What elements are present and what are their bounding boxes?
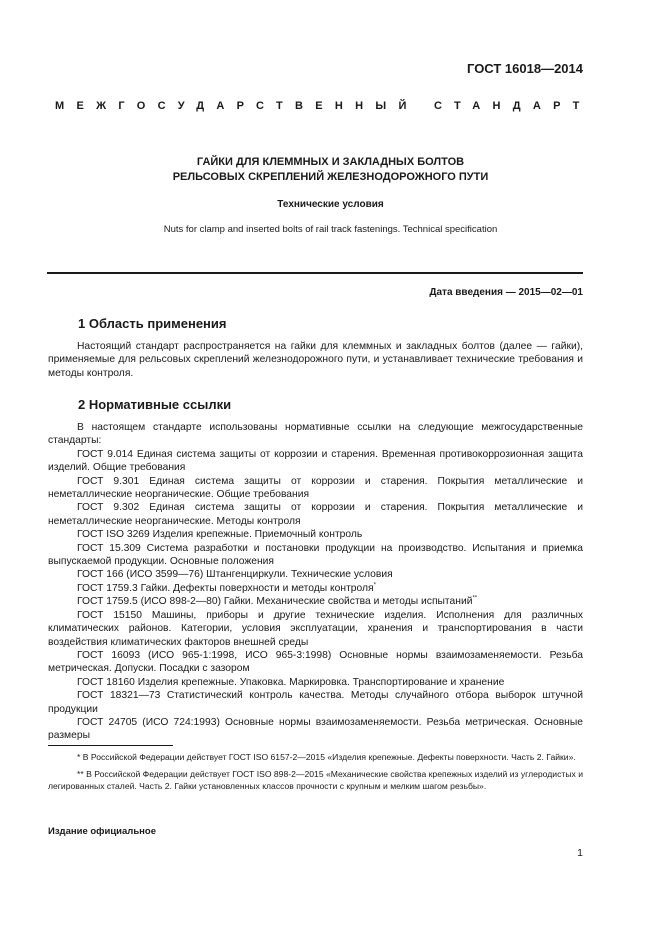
- reference-text: ГОСТ 16093 (ИСО 965-1:1998, ИСО 965-3:1998) Основные нормы взаимозаменяемости. Резьба метрическая. Допуски. Посадки с зазором: [48, 649, 583, 675]
- reference-item: [48, 676, 583, 689]
- reference-text: ГОСТ 15.309 Система разработки и постановки продукции на производство. Испытания и приемка выпускаемой продукции. Основные положения: [48, 542, 583, 568]
- reference-item: [48, 689, 583, 716]
- footnotes: [48, 752, 583, 797]
- normative-references-list: [48, 448, 583, 743]
- standard-number: ГОСТ 16018—2014: [467, 61, 583, 76]
- reference-text: ГОСТ 18321—73 Статистический контроль качества. Методы случайного отбора выборок штучной продукции: [48, 690, 583, 715]
- reference-item: [48, 501, 583, 528]
- reference-text: ГОСТ 9.302 Единая система защиты от коррозии и старения. Покрытия металлические и неметаллические неорганические. Методы контроля: [48, 502, 583, 527]
- reference-item: [48, 649, 583, 676]
- reference-text: ГОСТ 9.301 Единая система защиты от коррозии и старения. Покрытия металлические и неметаллические неорганические. Общие требования: [48, 475, 583, 501]
- reference-item: [48, 716, 583, 743]
- reference-text: ГОСТ ISO 3269 Изделия крепежные. Приемочный контроль: [77, 529, 363, 541]
- page-number: 1: [577, 847, 583, 859]
- english-title: Nuts for clamp and inserted bolts of rail track fastenings. Technical specification: [163, 224, 498, 235]
- reference-item: [48, 568, 583, 581]
- reference-text: ГОСТ 15150 Машины, приборы и другие технические изделия. Исполнения для различных климатических районов. Категории, условия эксплуатации, хранения и транспортирования в части воздействия климатических факторов внешней среды: [48, 609, 583, 648]
- footnote-marker: *: [373, 582, 376, 589]
- reference-item: [48, 528, 583, 541]
- footnote-2: ** В Российской Федерации действует ГОСТ ISO 898-2—2015 «Механические свойства крепежных изделий из углеродистых и легированных сталей. Часть 2. Гайки установленных классов прочности с крупным и мелким шагом резьбы».: [48, 768, 583, 791]
- reference-text: ГОСТ 166 (ИСО 3599—76) Штангенциркули. Технические условия: [77, 569, 393, 581]
- introduction-date: Дата введения — 2015—02—01: [429, 287, 583, 298]
- reference-item: [48, 609, 583, 649]
- footnote-1: * В Российской Федерации действует ГОСТ ISO 6157-2—2015 «Изделия крепежные. Дефекты поверхности. Часть 2. Гайки».: [77, 752, 576, 762]
- document-subtitle: Технические условия: [277, 199, 384, 210]
- title-line-1: ГАЙКИ ДЛЯ КЛЕММНЫХ И ЗАКЛАДНЫХ БОЛТОВ: [196, 156, 465, 168]
- section-1-heading: 1 Область применения: [78, 316, 227, 331]
- official-edition-label: Издание официальное: [48, 826, 156, 837]
- reference-item: [48, 448, 583, 475]
- reference-text: ГОСТ 9.014 Единая система защиты от коррозии и старения. Временная противокоррозионная защита изделий. Общие требования: [48, 448, 583, 474]
- section-2-heading: 2 Нормативные ссылки: [78, 397, 232, 412]
- reference-item: [48, 475, 583, 502]
- reference-text: ГОСТ 24705 (ИСО 724:1993) Основные нормы взаимозаменяемости. Резьба метрическая. Основные размеры: [48, 716, 583, 742]
- reference-text: ГОСТ 1759.5 (ИСО 898-2—80) Гайки. Механические свойства и методы испытаний: [77, 596, 473, 608]
- footnote-divider: [48, 745, 173, 746]
- reference-item: [48, 542, 583, 569]
- standard-type-banner: МЕЖГОСУДАРСТВЕННЫЙ СТАНДАРТ: [55, 100, 592, 112]
- footnote-marker: **: [472, 595, 478, 602]
- reference-text: ГОСТ 1759.3 Гайки. Дефекты поверхности и методы контроля: [77, 582, 374, 594]
- section-2-body: [48, 421, 583, 743]
- reference-item: [48, 595, 583, 608]
- reference-text: ГОСТ 18160 Изделия крепежные. Упаковка. Маркировка. Транспортирование и хранение: [77, 676, 505, 688]
- section-1-body: [48, 340, 583, 380]
- section-2-intro: В настоящем стандарте использованы нормативные ссылки на следующие межгосударственные стандарты:: [48, 422, 583, 447]
- reference-item: [48, 582, 583, 595]
- title-divider: [47, 272, 583, 274]
- section-1-paragraph: Настоящий стандарт распространяется на гайки для клеммных и закладных болтов (далее — гайки), применяемые для рельсовых скреплений железнодорожного пути, и устанавливает технические требования и методы контроля.: [48, 341, 583, 379]
- title-line-2: РЕЛЬСОВЫХ СКРЕПЛЕНИЙ ЖЕЛЕЗНОДОРОЖНОГО ПУТИ: [172, 171, 489, 183]
- document-title: [48, 155, 613, 185]
